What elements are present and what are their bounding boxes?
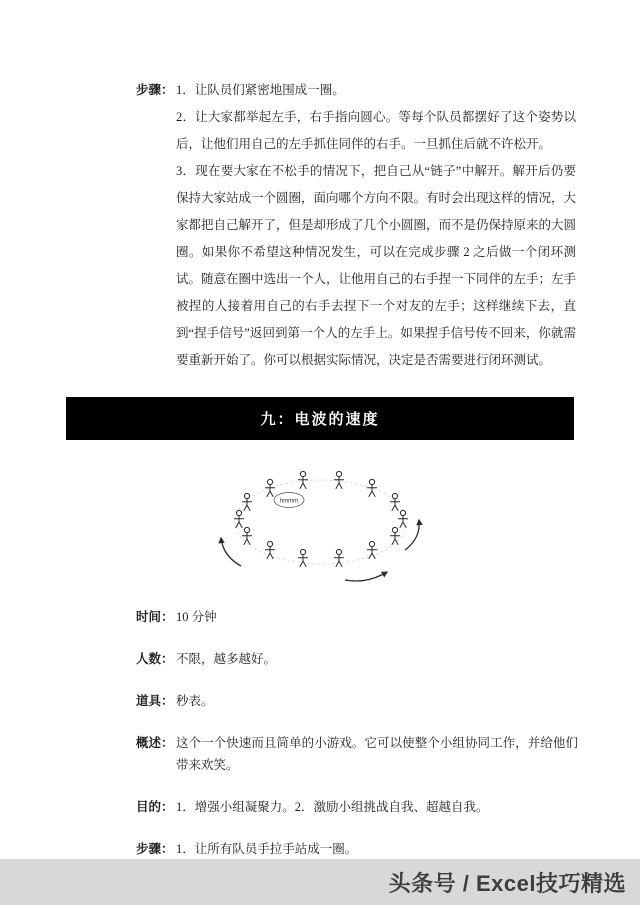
footer-watermark: 头条号 / Excel技巧精选 [388, 870, 626, 896]
detail-label: 时间： [136, 610, 174, 624]
detail-row-time [136, 606, 578, 628]
arrow-right [405, 520, 419, 550]
circle-game-illustration [207, 458, 435, 594]
speech-bubble [274, 493, 304, 508]
detail-label: 道具： [136, 694, 174, 708]
step-item-3: 3．现在要大家在不松手的情况下，把自己从“链子”中解开。解开后仍要保持大家站成一个圆圈，面向哪个方向不限。有时会出现这样的情况，大家都把自己解开了，但是却形成了几个小圆圈，而不是仍保持原来的大圆圈。如果你不希望这种情况发生，可以在完成步骤 2 之后做一个闭环测试。随意在圈中选出一个人，让他用自己的右手捏一下同伴的左手；左手被捏的人接着用自己的右手去捏下一个对友的左手；这样继续下去，直到“捏手信号”返回到第一个人的左手上。如果捏手信号传不回来，你就需要重新开始了。你可以根据实际情况，决定是否需要进行闭环测试。 [176, 164, 577, 367]
detail-text: 1．让所有队员手拉手站成一圈。 [176, 842, 358, 856]
detail-row-people [136, 648, 578, 670]
game-details-section [136, 606, 578, 880]
detail-text: 秒表。 [176, 694, 214, 708]
detail-label: 步骤： [136, 842, 174, 856]
speech-bubble-text: hmmm [279, 498, 299, 505]
steps-label: 步骤： [136, 83, 174, 97]
circle-of-people-drawing [207, 458, 435, 594]
detail-row-steps [136, 838, 578, 860]
detail-row-overview [136, 732, 578, 776]
step-item-2: 2．让大家都举起左手，右手指向圆心。等每个队员都摆好了这个姿势以后，让他们用自己的左手抓住同伴的右手。一旦抓住后就不许松开。 [176, 110, 576, 151]
top-steps-section [136, 77, 576, 374]
detail-text: 1．增强小组凝聚力。2．激励小组挑战自我、超越自我。 [176, 800, 489, 814]
section-title: 九：电波的速度 [260, 412, 380, 428]
step-item-1: 1．让队员们紧密地围成一圈。 [176, 83, 345, 97]
detail-label: 人数： [136, 652, 174, 666]
section-title-banner [66, 397, 574, 440]
detail-label: 概述： [136, 736, 174, 750]
detail-label: 目的： [136, 800, 174, 814]
detail-text: 10 分钟 [176, 610, 217, 624]
arrow-bottom [345, 572, 387, 581]
detail-text: 这个一个快速而且简单的小游戏。它可以使整个小组协同工作，并给他们带来欢笑。 [176, 736, 578, 772]
arrow-left [221, 538, 241, 566]
detail-row-props [136, 690, 578, 712]
detail-row-purpose [136, 796, 578, 818]
footer-bar [0, 859, 640, 905]
detail-text: 不限，越多越好。 [176, 652, 277, 666]
steps-text [176, 77, 576, 374]
